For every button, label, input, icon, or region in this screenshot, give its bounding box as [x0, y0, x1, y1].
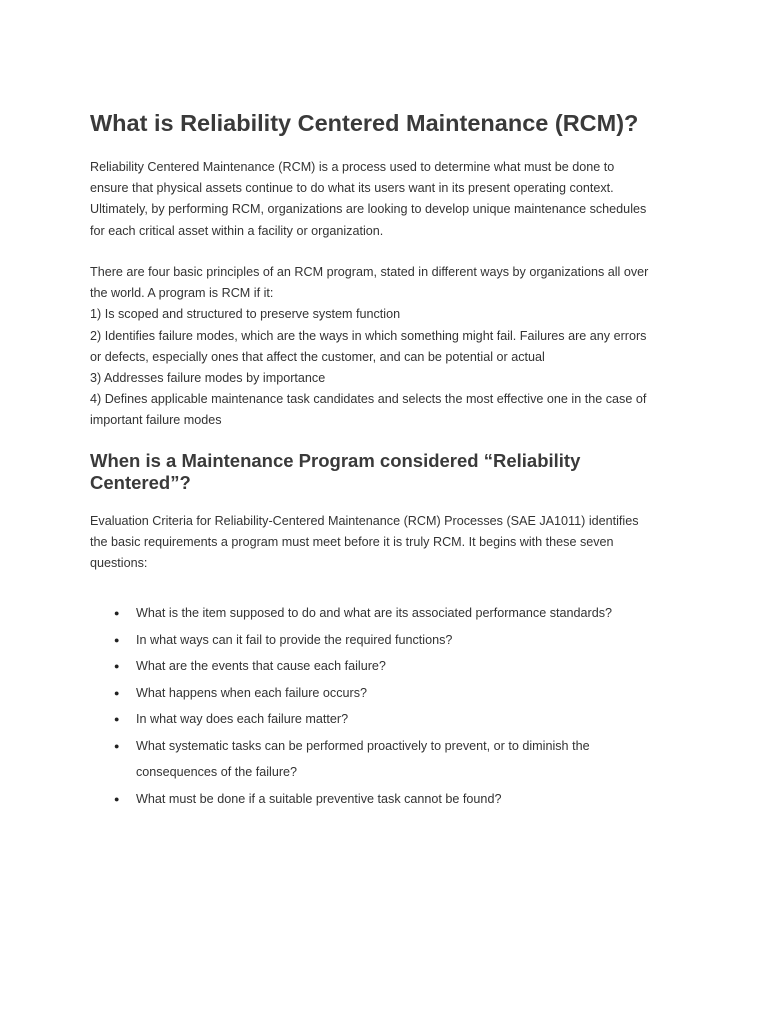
- principle-item-1: 1) Is scoped and structured to preserve system function: [90, 307, 401, 322]
- list-item-text: What is the item supposed to do and what are its associated performance standards?: [136, 606, 613, 620]
- principle-item-2: 2) Identifies failure modes, which are the ways in which something might fail. Failures are any errors: [90, 328, 647, 343]
- criteria-paragraph: [90, 511, 680, 575]
- criteria-line: the basic requirements a program must meet before it is truly RCM. It begins with these seven: [90, 535, 614, 550]
- criteria-line: questions:: [90, 556, 148, 571]
- bullet-icon: ●: [114, 661, 120, 671]
- principles-line: There are four basic principles of an RCM program, stated in different ways by organizations all over: [90, 265, 649, 279]
- principle-item-4-cont: important failure modes: [90, 413, 222, 428]
- list-item: [90, 600, 678, 627]
- list-item: [90, 786, 678, 813]
- bullet-icon: ●: [114, 687, 120, 698]
- bullet-icon: ●: [114, 793, 120, 804]
- questions-list: [90, 600, 678, 812]
- criteria-line: Evaluation Criteria for Reliability-Centered Maintenance (RCM) Processes (SAE JA1011) identifies: [90, 514, 639, 528]
- principle-item-2-cont: or defects, especially ones that affect the customer, and can be potential or actual: [90, 349, 545, 364]
- bullet-icon: ●: [114, 634, 120, 645]
- bullet-icon: ●: [114, 714, 120, 724]
- page-title: What is Reliability Centered Maintenance (RCM)?: [90, 110, 639, 136]
- principles-paragraph: [90, 262, 680, 432]
- list-item-text: What happens when each failure occurs?: [136, 685, 368, 700]
- section-heading-line: When is a Maintenance Program considered “Reliability: [90, 450, 581, 471]
- list-item: [90, 733, 678, 786]
- list-item: [90, 680, 678, 707]
- list-item: [90, 653, 678, 680]
- bullet-icon: ●: [114, 740, 120, 751]
- bullet-icon: ●: [114, 608, 120, 618]
- principles-line: the world. A program is RCM if it:: [90, 286, 274, 301]
- list-item-text-cont: consequences of the failure?: [136, 765, 298, 779]
- principle-item-4: 4) Defines applicable maintenance task candidates and selects the most effective one in the case of: [90, 392, 647, 407]
- list-item-text: What systematic tasks can be performed proactively to prevent, or to diminish the: [136, 738, 590, 753]
- list-item: [90, 627, 678, 654]
- intro-line: ensure that physical assets continue to do what its users want in its present operating context.: [90, 181, 614, 196]
- section-heading: [90, 450, 650, 494]
- section-heading-line: Centered”?: [90, 472, 191, 493]
- intro-line: Reliability Centered Maintenance (RCM) is a process used to determine what must be done to: [90, 160, 615, 174]
- list-item-text: What must be done if a suitable preventive task cannot be found?: [136, 791, 502, 806]
- intro-paragraph: [90, 157, 680, 242]
- intro-line: for each critical asset within a facility or organization.: [90, 223, 384, 238]
- principle-item-3: 3) Addresses failure modes by importance: [90, 371, 326, 386]
- list-item-text: What are the events that cause each failure?: [136, 659, 386, 673]
- list-item-text: In what way does each failure matter?: [136, 712, 349, 726]
- intro-line: Ultimately, by performing RCM, organizations are looking to develop unique maintenance schedules: [90, 202, 647, 217]
- list-item: [90, 706, 678, 733]
- list-item-text: In what ways can it fail to provide the required functions?: [136, 632, 453, 647]
